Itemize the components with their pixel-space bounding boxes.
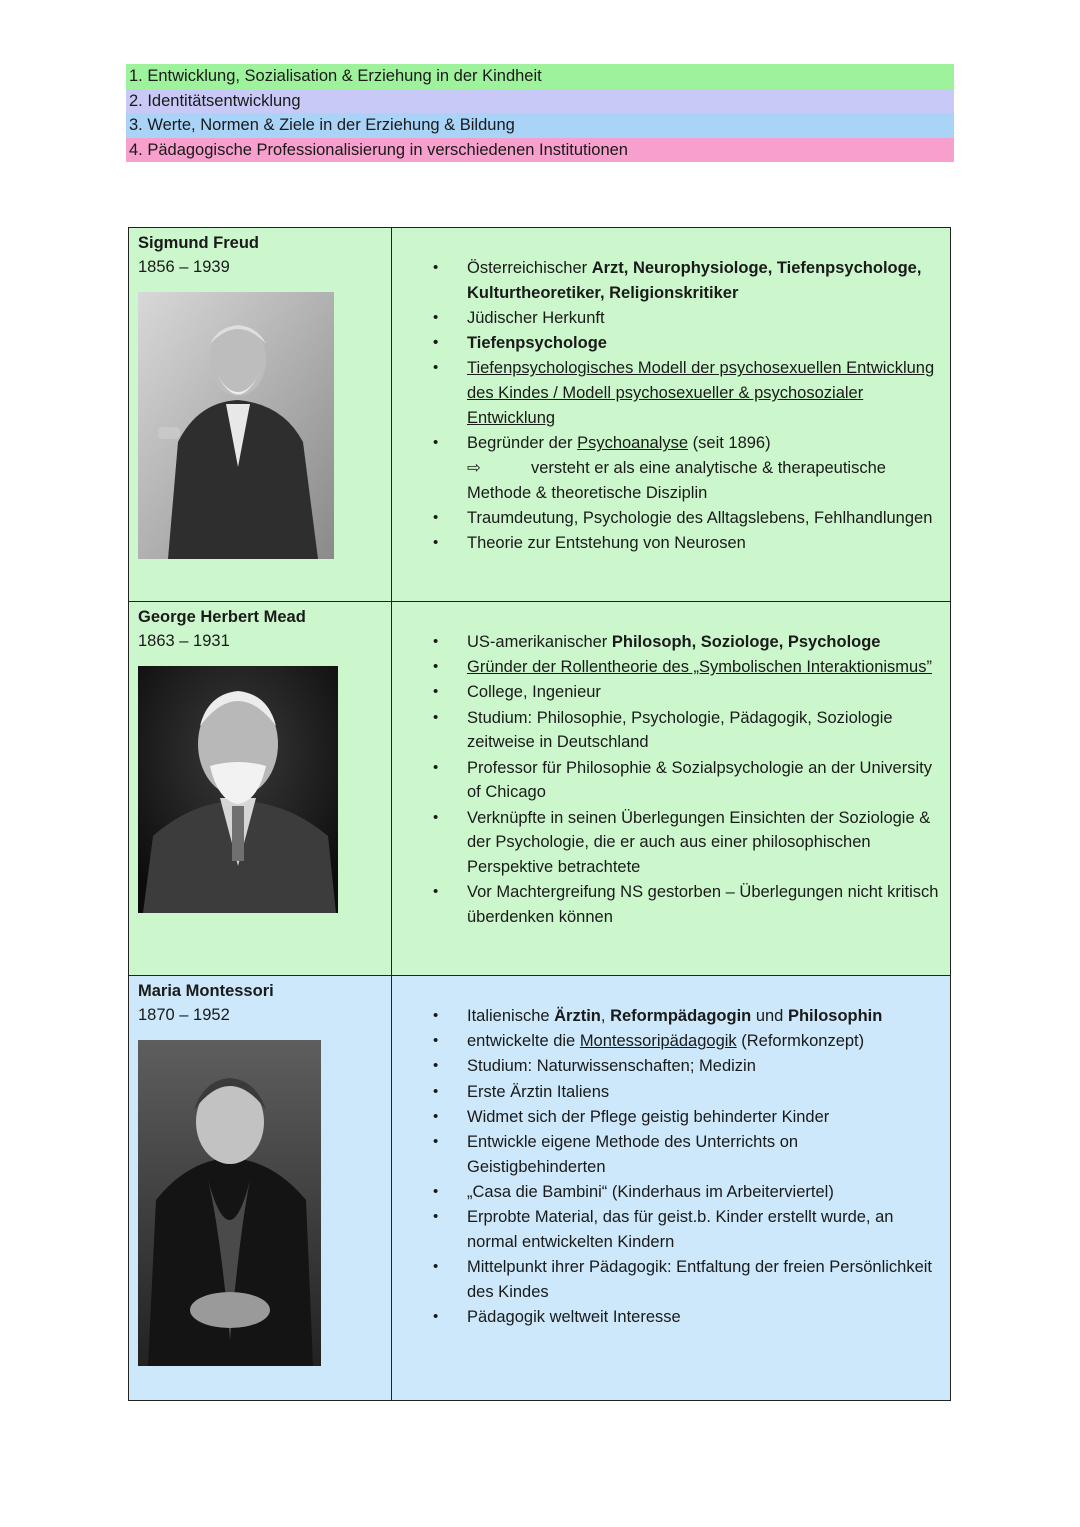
fact-bold-text: Philosoph, Soziologe, Psychologe xyxy=(611,633,881,651)
person-row-freud xyxy=(129,228,951,602)
list-item: • Jüdischer Herkunft xyxy=(467,306,940,331)
person-row-montessori xyxy=(129,976,951,1401)
person-years: 1870 – 1952 xyxy=(138,1006,230,1024)
person-name: Sigmund Freud xyxy=(138,234,259,252)
list-item xyxy=(467,256,940,306)
list-item xyxy=(467,630,940,655)
list-item: • Tiefenpsychologisches Modell der psychosexuellen Entwicklung des Kindes / Modell psychosexueller & psychosozialer Entwicklung xyxy=(467,356,940,430)
person-row-mead xyxy=(129,602,951,976)
list-item: • Traumdeutung, Psychologie des Alltagslebens, Fehlhandlungen xyxy=(467,506,940,531)
persons-table xyxy=(128,227,951,1401)
legend-item-3: 3. Werte, Normen & Ziele in der Erziehung & Bildung xyxy=(126,113,954,138)
fact-text: Begründer der xyxy=(467,434,578,453)
fact-underlined-text: Montessoripädagogik xyxy=(579,1032,737,1051)
fact-text: Österreichischer xyxy=(467,259,592,277)
list-item: • Professor für Philosophie & Sozialpsychologie an der University of Chicago xyxy=(467,756,940,806)
fact-bold-text: Ärztin xyxy=(554,1007,601,1025)
list-item xyxy=(467,431,940,505)
list-item: • Studium: Philosophie, Psychologie, Pädagogik, Soziologie zeitweise in Deutschland xyxy=(467,706,940,756)
list-item: • Verknüpfte in seinen Überlegungen Einsichten der Soziologie & der Psychologie, die er auch aus einer philosophischen Perspektive betrachtete xyxy=(467,806,940,880)
facts-list xyxy=(392,976,950,1340)
fact-underlined-text: Psychoanalyse xyxy=(577,434,689,453)
fact-bold-text: Arzt, Neurophysiologe, Tiefenpsychologe, Kulturtheoretiker, Religionskritiker xyxy=(467,259,922,302)
fact-text: , xyxy=(600,1007,611,1025)
person-name: George Herbert Mead xyxy=(138,608,306,626)
facts-list xyxy=(392,602,950,940)
person-info-cell xyxy=(129,602,392,976)
fact-text: US-amerikanischer xyxy=(467,633,612,651)
fact-bold-text: Philosophin xyxy=(787,1007,883,1025)
legend-item-4: 4. Pädagogische Professionalisierung in verschiedenen Institutionen xyxy=(126,138,954,163)
person-info-cell xyxy=(129,976,392,1401)
person-info-cell xyxy=(129,228,392,602)
person-years: 1863 – 1931 xyxy=(138,632,230,650)
portrait-photo-montessori xyxy=(138,1040,321,1366)
person-facts-cell xyxy=(392,976,951,1401)
legend-item-2: 2. Identitätsentwicklung xyxy=(126,89,954,114)
list-item: • Pädagogik weltweit Interesse xyxy=(467,1305,940,1330)
list-item: • Tiefenpsychologe xyxy=(467,331,940,356)
fact-text: entwickelte die xyxy=(467,1032,580,1051)
legend-item-1: 1. Entwicklung, Sozialisation & Erziehung in der Kindheit xyxy=(126,64,954,89)
topic-legend xyxy=(126,64,954,162)
list-item: • Erprobte Material, das für geist.b. Kinder erstellt wurde, an normal entwickelten Kindern xyxy=(467,1205,940,1255)
list-item: • „Casa die Bambini“ (Kinderhaus im Arbeiterviertel) xyxy=(467,1180,940,1205)
person-facts-cell xyxy=(392,602,951,976)
list-item xyxy=(467,1029,940,1054)
list-item xyxy=(467,1004,940,1029)
list-item: • Gründer der Rollentheorie des „Symbolischen Interaktionismus” xyxy=(467,655,940,680)
list-item: • Studium: Naturwissenschaften; Medizin xyxy=(467,1054,940,1079)
right-arrow-icon: ⇨ xyxy=(467,458,481,477)
facts-list xyxy=(392,228,950,566)
list-item: • Mittelpunkt ihrer Pädagogik: Entfaltung der freien Persönlichkeit des Kindes xyxy=(467,1255,940,1305)
list-item: • Widmet sich der Pflege geistig behinderter Kinder xyxy=(467,1105,940,1130)
list-item: • Entwickle eigene Methode des Unterrichts on Geistigbehinderten xyxy=(467,1130,940,1180)
portrait-photo-freud xyxy=(138,292,334,559)
fact-text: (seit 1896) xyxy=(688,434,771,453)
portrait-photo-mead xyxy=(138,666,338,913)
fact-text: Italienische xyxy=(467,1007,555,1025)
list-item: • Theorie zur Entstehung von Neurosen xyxy=(467,531,940,556)
person-facts-cell xyxy=(392,228,951,602)
list-item: • College, Ingenieur xyxy=(467,680,940,705)
fact-text: (Reformkonzept) xyxy=(736,1032,865,1051)
list-item: • Vor Machtergreifung NS gestorben – Überlegungen nicht kritisch überdenken können xyxy=(467,880,940,930)
fact-text: und xyxy=(751,1007,788,1025)
fact-text: versteht er als eine analytische & therapeutische Methode & theoretische Disziplin xyxy=(467,458,886,502)
person-name: Maria Montessori xyxy=(138,982,274,1000)
person-years: 1856 – 1939 xyxy=(138,258,230,276)
fact-bold-text: Reformpädagogin xyxy=(610,1007,752,1025)
list-item: • Erste Ärztin Italiens xyxy=(467,1080,940,1105)
